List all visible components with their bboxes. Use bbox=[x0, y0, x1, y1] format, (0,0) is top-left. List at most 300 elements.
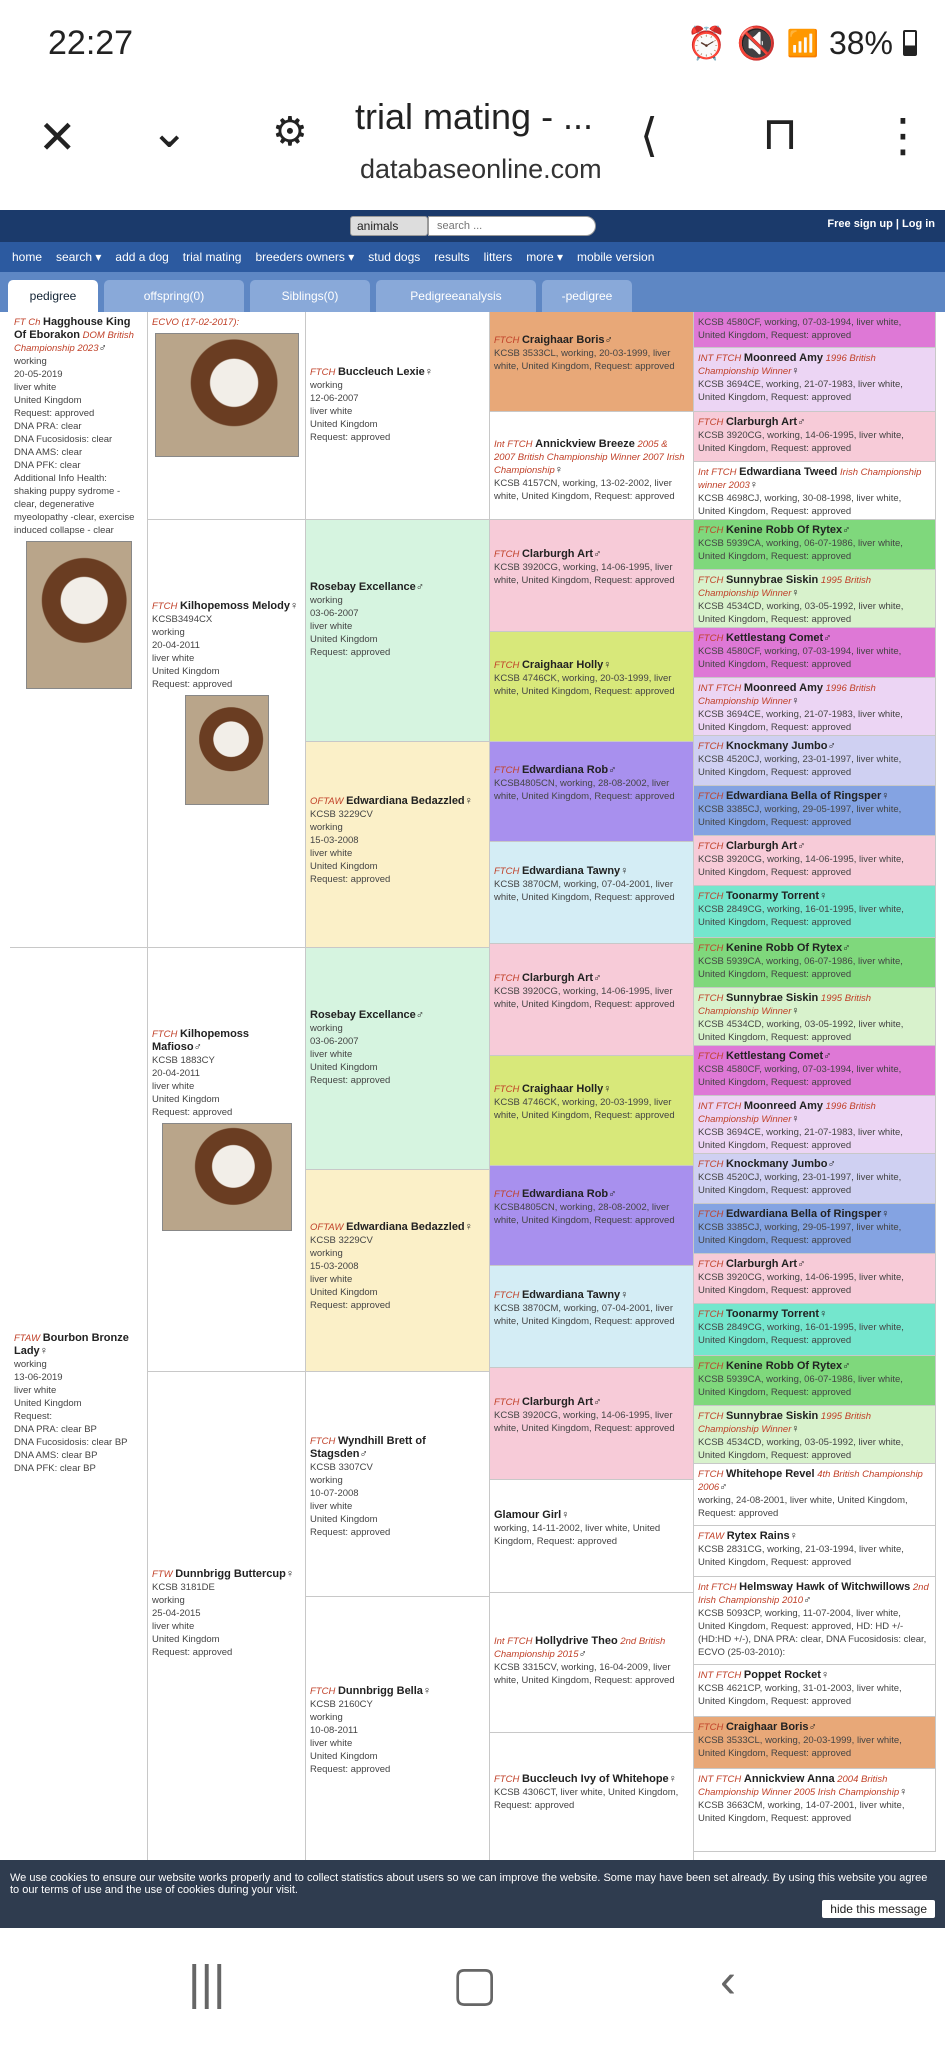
dog-title: FTCH bbox=[152, 1029, 178, 1040]
sex-icon: ♂ bbox=[608, 764, 617, 776]
dog-name-link[interactable]: Clarburgh Art bbox=[725, 1258, 798, 1270]
pedigree-cell bbox=[694, 1356, 936, 1406]
sex-icon: ♂ bbox=[823, 632, 832, 644]
sex-icon: ♀ bbox=[285, 1568, 295, 1580]
dog-heading bbox=[698, 840, 931, 853]
dog-name-link[interactable]: Kilhopemoss Mafioso bbox=[152, 1028, 250, 1053]
website bbox=[0, 210, 945, 1860]
tab-offspring[interactable]: offspring(0) bbox=[104, 280, 244, 312]
dog-heading bbox=[310, 795, 485, 808]
page-title[interactable]: trial mating - ... bbox=[355, 96, 594, 137]
pedigree-cell bbox=[694, 1769, 936, 1852]
dog-title: FTCH bbox=[698, 1722, 724, 1733]
back-icon[interactable]: ‹ bbox=[720, 1955, 736, 2008]
dog-name-link[interactable]: Edwardiana Bedazzled bbox=[346, 795, 465, 807]
pedigree-col-5 bbox=[694, 312, 936, 1860]
dog-detail: United Kingdom bbox=[152, 1094, 220, 1105]
nav-mobile[interactable]: mobile version bbox=[577, 250, 655, 264]
pedigree-cell bbox=[694, 1526, 936, 1577]
dog-heading bbox=[310, 366, 485, 379]
dog-heading bbox=[698, 1158, 931, 1171]
dog-detail: 20-04-2011 bbox=[152, 1068, 200, 1079]
sex-icon: ♂ bbox=[808, 1721, 817, 1733]
pedigree-cell bbox=[694, 988, 936, 1046]
dog-detail: KCSB 5939CA, working, 06-07-1986, liver white, United Kingdom, Request: approved bbox=[698, 956, 903, 980]
dog-title: FTCH bbox=[698, 575, 724, 586]
dog-name-link[interactable]: Toonarmy Torrent bbox=[725, 890, 820, 902]
dog-name-link[interactable]: Edwardiana Bella of Ringsper bbox=[725, 1208, 882, 1220]
pedigree-cell bbox=[490, 944, 694, 1056]
battery-text: 38% bbox=[828, 24, 893, 61]
sex-icon: ♀ bbox=[620, 1289, 629, 1301]
dog-name-link[interactable]: Craighaar Holly bbox=[521, 659, 604, 671]
dog-detail: working bbox=[14, 356, 47, 367]
sex-icon: ♀ bbox=[791, 1423, 800, 1435]
bookmark-icon[interactable]: ⊓ bbox=[762, 107, 798, 159]
dog-title: FTCH bbox=[152, 601, 178, 612]
dog-name-link[interactable]: Annickview Anna bbox=[743, 1773, 835, 1785]
dog-detail: KCSB 3920CG, working, 14-06-1995, liver white, United Kingdom, Request: approved bbox=[698, 430, 904, 454]
sex-icon: ♂ bbox=[593, 972, 602, 984]
dog-title-2: 2005 & 2007 British Championship Winner 2007 Irish Championship bbox=[494, 439, 685, 476]
home-icon[interactable]: ▢ bbox=[452, 1958, 498, 2011]
nav-trial-mating[interactable]: trial mating bbox=[182, 250, 242, 264]
pedigree-cell bbox=[694, 1204, 936, 1254]
dog-title: FTCH bbox=[698, 1209, 724, 1220]
dog-detail: 12-06-2007 bbox=[310, 393, 359, 404]
dog-title: FTAW bbox=[14, 1333, 41, 1344]
dog-heading bbox=[698, 574, 931, 600]
dog-name-link[interactable]: Edwardiana Tawny bbox=[521, 865, 621, 877]
dog-title: FTCH bbox=[494, 549, 520, 560]
sex-icon: ♂ bbox=[593, 1396, 602, 1408]
dog-detail: KCSB 2849CG, working, 16-01-1995, liver white, United Kingdom, Request: approved bbox=[698, 904, 904, 928]
dog-name-link[interactable]: Knockmany Jumbo bbox=[725, 740, 828, 752]
pedigree-cell bbox=[694, 1665, 936, 1717]
dog-name-link[interactable]: Sunnybrae Siskin bbox=[725, 992, 819, 1004]
dog-name-link[interactable]: Poppet Rocket bbox=[743, 1669, 821, 1681]
dog-detail: KCSB 4520CJ, working, 23-01-1997, liver white, United Kingdom, Request: approved bbox=[698, 1172, 902, 1196]
dog-detail: shaking puppy sydrome - clear, degenerative myeolopathy -clear, exercise induced collapse - clear bbox=[14, 486, 135, 536]
pedigree-cell bbox=[694, 1046, 936, 1096]
dog-name-link[interactable]: Rosebay Excellance bbox=[310, 1009, 416, 1021]
pedigree-cell bbox=[148, 312, 306, 520]
dog-heading bbox=[14, 316, 143, 355]
dog-detail: Request: approved bbox=[152, 1647, 233, 1658]
dog-name-link[interactable]: Wyndhill Brett of Stagsden bbox=[310, 1434, 426, 1460]
dog-title: Int FTCH bbox=[698, 1582, 737, 1593]
dog-detail: 15-03-2008 bbox=[310, 1261, 359, 1272]
pedigree-cell bbox=[490, 1593, 694, 1733]
dog-detail: Request: approved bbox=[310, 874, 391, 885]
tab-bar bbox=[0, 272, 945, 312]
dog-detail: 20-05-2019 bbox=[14, 369, 63, 380]
sex-icon: ♀ bbox=[899, 1786, 908, 1798]
dog-title: FTCH bbox=[494, 660, 520, 671]
dog-name-link[interactable]: Kenine Robb Of Rytex bbox=[725, 1360, 843, 1372]
dog-detail: KCSB 3229CV bbox=[310, 1235, 373, 1246]
dog-title: FTCH bbox=[494, 1773, 520, 1785]
dog-name-link[interactable]: Bourbon Bronze Lady bbox=[14, 1332, 129, 1357]
dog-detail: KCSB 3920CG, working, 14-06-1995, liver white, United Kingdom, Request: approved bbox=[494, 562, 675, 586]
url-text[interactable]: databaseonline.com bbox=[360, 154, 602, 184]
dog-detail: working bbox=[310, 380, 343, 391]
dog-heading bbox=[494, 1289, 689, 1302]
dog-title: FTCH bbox=[698, 633, 724, 644]
nav-results[interactable]: results bbox=[434, 250, 470, 264]
dog-detail: KCSB 3385CJ, working, 29-05-1997, liver white, United Kingdom, Request: approved bbox=[698, 1222, 902, 1246]
dog-heading bbox=[698, 942, 931, 955]
pedigree-cell bbox=[694, 678, 936, 736]
dog-name-link[interactable]: Clarburgh Art bbox=[725, 840, 798, 852]
dog-name-link[interactable]: Craighaar Boris bbox=[521, 334, 605, 346]
dog-name-link[interactable]: Buccleuch Lexie bbox=[337, 366, 425, 378]
dog-detail: Request: approved bbox=[152, 679, 233, 690]
dog-name-link[interactable]: Craighaar Boris bbox=[725, 1721, 809, 1733]
pedigree-cell bbox=[694, 938, 936, 988]
hide-message-button[interactable]: hide this message bbox=[822, 1900, 935, 1918]
dog-title: INT FTCH bbox=[698, 1774, 742, 1785]
dog-detail: United Kingdom bbox=[310, 861, 378, 872]
dog-name-link[interactable]: Moonreed Amy bbox=[743, 682, 823, 694]
sex-icon: ♀ bbox=[791, 1005, 800, 1017]
sex-icon: ♂ bbox=[415, 1009, 425, 1021]
system-nav bbox=[0, 1928, 945, 2048]
dog-title: FTCH bbox=[494, 1189, 520, 1200]
dog-detail: liver white bbox=[152, 1081, 195, 1092]
dog-detail: KCSB 3385CJ, working, 29-05-1997, liver white, United Kingdom, Request: approved bbox=[698, 804, 902, 828]
site-topbar bbox=[0, 210, 945, 242]
pedigree-cell bbox=[148, 1372, 306, 1860]
more-vert-icon[interactable]: ⋮ bbox=[880, 109, 926, 161]
dog-title: FTCH bbox=[698, 417, 724, 428]
dog-title: FTCH bbox=[310, 1685, 336, 1697]
dog-heading bbox=[494, 1773, 689, 1786]
pedigree-grid bbox=[0, 312, 945, 1860]
tab-extra-pedigree[interactable]: -pedigree bbox=[542, 280, 632, 312]
dog-detail: Request: approved bbox=[310, 647, 391, 658]
dog-name-link[interactable]: Kettlestang Comet bbox=[725, 1050, 824, 1062]
dog-detail: KCSB 3533CL, working, 20-03-1999, liver white, United Kingdom, Request: approved bbox=[698, 1735, 902, 1759]
dog-heading bbox=[494, 865, 689, 878]
pedigree-cell bbox=[490, 1166, 694, 1266]
status-icons bbox=[687, 24, 917, 62]
dog-detail: 03-06-2007 bbox=[310, 608, 359, 619]
dog-name-link[interactable]: Clarburgh Art bbox=[521, 972, 594, 984]
dog-title-2: ECVO (17-02-2017): bbox=[152, 317, 240, 328]
pedigree-cell bbox=[694, 412, 936, 462]
sex-icon: ♂ bbox=[842, 1360, 851, 1372]
dog-detail: DNA AMS: clear bbox=[14, 447, 83, 458]
pedigree-cell bbox=[694, 1464, 936, 1526]
dog-heading bbox=[494, 548, 689, 561]
pedigree-cell bbox=[490, 1368, 694, 1480]
chevron-down-icon[interactable]: ⌄ bbox=[150, 105, 189, 157]
dog-detail: Additional Info Health: bbox=[14, 473, 107, 484]
dog-detail: liver white bbox=[310, 1500, 353, 1512]
dog-heading bbox=[14, 1332, 143, 1358]
nav-more[interactable]: more ▾ bbox=[526, 250, 563, 264]
dog-name-link[interactable]: Annickview Breeze bbox=[535, 438, 635, 450]
sex-icon: ♀ bbox=[620, 865, 629, 877]
tab-pedigree[interactable]: pedigree bbox=[8, 280, 98, 312]
pedigree-cell bbox=[148, 948, 306, 1372]
dog-name-link[interactable]: Glamour Girl bbox=[494, 1508, 562, 1521]
pedigree-cell bbox=[490, 632, 694, 742]
dog-detail: 25-04-2015 bbox=[152, 1608, 201, 1619]
sex-icon: ♂ bbox=[823, 1050, 832, 1062]
cookie-banner bbox=[0, 1860, 945, 1928]
dog-name-link[interactable]: Edwardiana Bedazzled bbox=[346, 1221, 465, 1233]
dog-name-link[interactable]: Craighaar Holly bbox=[521, 1083, 604, 1095]
dog-heading bbox=[310, 1685, 485, 1698]
sex-icon: ♀ bbox=[791, 587, 800, 599]
dog-detail: United Kingdom bbox=[310, 1750, 378, 1762]
dog-heading bbox=[494, 1188, 689, 1201]
dog-title-2: 2nd Irish Championship 2010 bbox=[698, 1582, 929, 1606]
dog-detail: United Kingdom bbox=[310, 419, 378, 430]
dog-detail: KCSB 3533CL, working, 20-03-1999, liver white, United Kingdom, Request: approved bbox=[494, 348, 675, 372]
pedigree-cell bbox=[694, 1406, 936, 1464]
recent-apps-icon[interactable]: ||| bbox=[188, 1957, 226, 2010]
dog-title-2: 4th British Championship 2006 bbox=[698, 1469, 923, 1493]
tune-icon[interactable]: ⚙ bbox=[272, 110, 308, 154]
pedigree-cell bbox=[10, 312, 148, 948]
pedigree-cell bbox=[694, 1304, 936, 1356]
dog-title: FTAW bbox=[698, 1531, 725, 1542]
dog-name-link[interactable]: Edwardiana Rob bbox=[521, 764, 609, 776]
dog-heading bbox=[698, 1050, 931, 1063]
dog-detail: DNA PFK: clear BP bbox=[14, 1463, 96, 1474]
dog-heading bbox=[310, 1435, 485, 1461]
dog-detail: KCSB 2160CY bbox=[310, 1698, 373, 1710]
dog-title: FTCH bbox=[494, 973, 520, 984]
sex-icon: ♀ bbox=[603, 659, 612, 671]
dog-detail: DNA Fucosidosis: clear BP bbox=[14, 1437, 128, 1448]
sex-icon: ♂ bbox=[719, 1481, 728, 1493]
dog-name-link[interactable]: Buccleuch Ivy of Whitehope bbox=[521, 1772, 669, 1785]
dog-title-2: 1995 British Championship Winner bbox=[698, 1411, 872, 1435]
close-icon[interactable]: ✕ bbox=[38, 111, 77, 163]
tab-siblings[interactable]: Siblings(0) bbox=[250, 280, 370, 312]
dog-heading bbox=[494, 659, 689, 672]
nav-home[interactable]: home bbox=[12, 250, 43, 264]
dog-detail: KCSB 4746CK, working, 20-03-1999, liver white, United Kingdom, Request: approved bbox=[494, 673, 675, 697]
dog-name-link[interactable]: Sunnybrae Siskin bbox=[725, 1410, 819, 1422]
sex-icon: ♀ bbox=[819, 1308, 828, 1320]
dog-heading bbox=[494, 438, 689, 477]
dog-name-link[interactable]: Edwardiana Tweed bbox=[739, 466, 838, 478]
dog-name-link[interactable]: Edwardiana Bella of Ringsper bbox=[725, 790, 882, 802]
pedigree-cell bbox=[694, 1254, 936, 1304]
dog-detail: Request: approved bbox=[310, 1075, 391, 1086]
sex-icon: ♀ bbox=[789, 1530, 798, 1542]
dog-name-link[interactable]: Moonreed Amy bbox=[743, 352, 823, 364]
dog-detail: Request: bbox=[14, 1411, 53, 1422]
dog-name-link[interactable]: Edwardiana Rob bbox=[521, 1188, 609, 1200]
cookie-text: We use cookies to ensure our website works properly and to collect statistics about users so we can improve the website. Some may have been set already. By using this website you agree to our terms of use and the use of cookies during your visit. bbox=[10, 1872, 928, 1896]
dog-detail: working bbox=[310, 1023, 343, 1034]
dog-detail: working bbox=[310, 822, 343, 833]
dog-detail: KCSB 4621CP, working, 31-01-2003, liver white, United Kingdom, Request: approved bbox=[698, 1683, 902, 1707]
sex-icon: ♀ bbox=[603, 1083, 612, 1095]
dog-title-2: 2nd British Championship 2015 bbox=[494, 1636, 666, 1660]
dog-name-link[interactable]: Toonarmy Torrent bbox=[725, 1308, 820, 1320]
nav-breeders[interactable]: breeders owners ▾ bbox=[255, 250, 355, 264]
dog-title-2: 1995 British Championship Winner bbox=[698, 575, 872, 599]
nav-add-dog[interactable]: add a dog bbox=[115, 250, 169, 264]
pedigree-cell bbox=[694, 736, 936, 786]
dog-detail: United Kingdom bbox=[14, 395, 82, 406]
nav-litters[interactable]: litters bbox=[483, 250, 513, 264]
pedigree-cell bbox=[306, 1597, 490, 1860]
pedigree-cell bbox=[10, 948, 148, 1860]
dog-detail: KCSB 4580CF, working, 07-03-1994, liver white, United Kingdom, Request: approved bbox=[698, 1064, 902, 1088]
sex-icon: ♀ bbox=[668, 1772, 677, 1785]
dog-title: INT FTCH bbox=[698, 1101, 742, 1112]
dog-name-link[interactable]: Edwardiana Tawny bbox=[521, 1289, 621, 1301]
dog-name-link[interactable]: Helmsway Hawk of Witchwillows bbox=[739, 1581, 911, 1593]
status-bar bbox=[0, 0, 945, 90]
dog-name-link[interactable]: Hagghouse King Of Eborakon bbox=[14, 316, 131, 341]
dog-heading bbox=[698, 524, 931, 537]
dog-detail: DNA PRA: clear BP bbox=[14, 1424, 97, 1435]
dog-heading bbox=[698, 1773, 931, 1799]
dog-heading bbox=[698, 890, 931, 903]
dog-name-link[interactable]: Hollydrive Theo bbox=[535, 1635, 618, 1647]
dog-title: FTCH bbox=[698, 891, 724, 902]
dog-title: FTCH bbox=[698, 841, 724, 852]
dog-detail: working bbox=[310, 1711, 343, 1723]
pedigree-cell bbox=[490, 412, 694, 520]
dog-title: FTCH bbox=[698, 993, 724, 1004]
dog-detail: KCSB 1883CY bbox=[152, 1055, 215, 1066]
dog-title: FTCH bbox=[698, 791, 724, 802]
nav-stud-dogs[interactable]: stud dogs bbox=[368, 250, 421, 264]
dog-photo bbox=[155, 333, 299, 457]
dog-heading bbox=[698, 790, 931, 803]
sex-icon: ♀ bbox=[881, 790, 890, 802]
sex-icon: ♀ bbox=[820, 1669, 830, 1681]
dog-title-2: 1996 British Championship Winner bbox=[698, 353, 876, 377]
dog-heading bbox=[310, 1221, 485, 1234]
dog-name-link[interactable]: Kilhopemoss Melody bbox=[179, 600, 290, 612]
pedigree-cell bbox=[490, 842, 694, 944]
dog-detail: KCSB 3920CG, working, 14-06-1995, liver white, United Kingdom, Request: approved bbox=[698, 854, 904, 878]
dog-detail: KCSB 3870CM, working, 07-04-2001, liver white, United Kingdom, Request: approved bbox=[494, 879, 675, 903]
dog-heading bbox=[152, 600, 301, 613]
dog-name-link[interactable]: Sunnybrae Siskin bbox=[725, 574, 819, 586]
search-input[interactable] bbox=[428, 216, 596, 236]
dog-detail: working, 24-08-2001, liver white, United Kingdom, Request: approved bbox=[698, 1495, 908, 1519]
dog-heading bbox=[698, 1530, 931, 1543]
dog-detail: United Kingdom bbox=[310, 634, 378, 645]
dog-detail: liver white bbox=[310, 621, 353, 632]
signup-link[interactable]: Free sign up | Log in bbox=[827, 218, 935, 230]
dog-name-link[interactable]: Clarburgh Art bbox=[521, 548, 594, 560]
dog-name-link[interactable]: Dunnbrigg Bella bbox=[337, 1684, 423, 1697]
dog-detail: KCSB 4534CD, working, 03-05-1992, liver white, United Kingdom, Request: approved bbox=[698, 601, 904, 625]
share-icon[interactable]: ⟨ bbox=[640, 109, 658, 161]
dog-name-link[interactable]: Rytex Rains bbox=[726, 1530, 790, 1542]
sex-icon: ♂ bbox=[797, 1258, 806, 1270]
nav-search[interactable]: search ▾ bbox=[56, 250, 102, 264]
sex-icon: ♀ bbox=[422, 1684, 432, 1697]
dog-detail: Request: approved bbox=[310, 1763, 391, 1775]
dog-heading bbox=[152, 1028, 301, 1054]
dog-heading bbox=[310, 581, 485, 594]
dog-photo bbox=[26, 541, 132, 689]
dog-detail: Request: approved bbox=[310, 432, 391, 443]
dog-title: FTCH bbox=[494, 1290, 520, 1301]
sex-icon: ♂ bbox=[193, 1041, 202, 1053]
dog-heading bbox=[698, 1308, 931, 1321]
dog-detail: KCSB 3920CG, working, 14-06-1995, liver white, United Kingdom, Request: approved bbox=[698, 1272, 904, 1296]
dog-name-link[interactable]: Clarburgh Art bbox=[725, 416, 798, 428]
dog-heading bbox=[152, 316, 301, 329]
dog-detail: KCSB 2831CG, working, 21-03-1994, liver white, United Kingdom, Request: approved bbox=[698, 1544, 904, 1568]
dog-name-link[interactable]: Kenine Robb Of Rytex bbox=[725, 942, 843, 954]
dog-photo bbox=[162, 1123, 292, 1231]
dog-name-link[interactable]: Kenine Robb Of Rytex bbox=[725, 524, 843, 536]
dog-detail: DNA AMS: clear BP bbox=[14, 1450, 98, 1461]
dog-heading bbox=[698, 352, 931, 378]
dog-detail: KCSB 3694CE, working, 21-07-1983, liver white, United Kingdom, Request: approved bbox=[698, 1127, 903, 1151]
sex-icon: ♂ bbox=[578, 1648, 587, 1660]
wifi-icon: 📶 bbox=[786, 27, 819, 58]
dog-detail: KCSB 3663CM, working, 14-07-2001, liver white, United Kingdom, Request: approved bbox=[698, 1800, 905, 1824]
dog-name-link[interactable]: Kettlestang Comet bbox=[725, 632, 824, 644]
dog-title: FTCH bbox=[698, 525, 724, 536]
pedigree-cell bbox=[490, 520, 694, 632]
dog-name-link[interactable]: Moonreed Amy bbox=[743, 1100, 823, 1112]
sex-icon: ♀ bbox=[464, 795, 473, 807]
dog-title-2: DOM British Championship 2023 bbox=[14, 330, 134, 354]
mute-icon: 🔇 bbox=[736, 25, 777, 61]
dog-heading bbox=[698, 1360, 931, 1373]
dog-detail: KCSB 3229CV bbox=[310, 809, 373, 820]
dog-detail: working, 14-11-2002, liver white, United Kingdom, Request: approved bbox=[494, 1522, 661, 1547]
dog-title: FTCH bbox=[698, 1361, 724, 1372]
dog-detail: Request: approved bbox=[310, 1300, 391, 1311]
pedigree-cell bbox=[694, 886, 936, 938]
tab-pedigreeanalysis[interactable]: Pedigreeanalysis bbox=[376, 280, 536, 312]
dog-detail: 20-04-2011 bbox=[152, 640, 200, 651]
dog-title: INT FTCH bbox=[698, 1670, 742, 1681]
pedigree-col-1 bbox=[10, 312, 148, 1860]
dog-detail: KCSB 3181DE bbox=[152, 1582, 215, 1593]
dog-detail: KCSB 3920CG, working, 14-06-1995, liver white, United Kingdom, Request: approved bbox=[494, 986, 675, 1010]
dog-title: INT FTCH bbox=[698, 683, 742, 694]
dog-detail: KCSB 4534CD, working, 03-05-1992, liver white, United Kingdom, Request: approved bbox=[698, 1019, 904, 1043]
dog-name-link[interactable]: Knockmany Jumbo bbox=[725, 1158, 828, 1170]
pedigree-col-4 bbox=[490, 312, 694, 1860]
animals-select[interactable]: animals bbox=[350, 216, 428, 236]
dog-detail: KCSB 3315CV, working, 16-04-2009, liver white, United Kingdom, Request: approved bbox=[494, 1662, 675, 1686]
dog-name-link[interactable]: Whitehope Revel bbox=[725, 1468, 815, 1480]
dog-detail: working bbox=[310, 595, 343, 606]
dog-detail: United Kingdom bbox=[310, 1287, 378, 1298]
dog-detail: liver white bbox=[310, 848, 353, 859]
sex-icon: ♂ bbox=[797, 416, 806, 428]
dog-heading bbox=[698, 416, 931, 429]
dog-name-link[interactable]: Dunnbrigg Buttercup bbox=[175, 1568, 286, 1580]
pedigree-cell bbox=[306, 948, 490, 1170]
dog-name-link[interactable]: Rosebay Excellance bbox=[310, 581, 416, 593]
dog-detail: liver white bbox=[152, 653, 195, 664]
dog-heading bbox=[698, 1721, 931, 1734]
dog-name-link[interactable]: Clarburgh Art bbox=[521, 1396, 594, 1408]
